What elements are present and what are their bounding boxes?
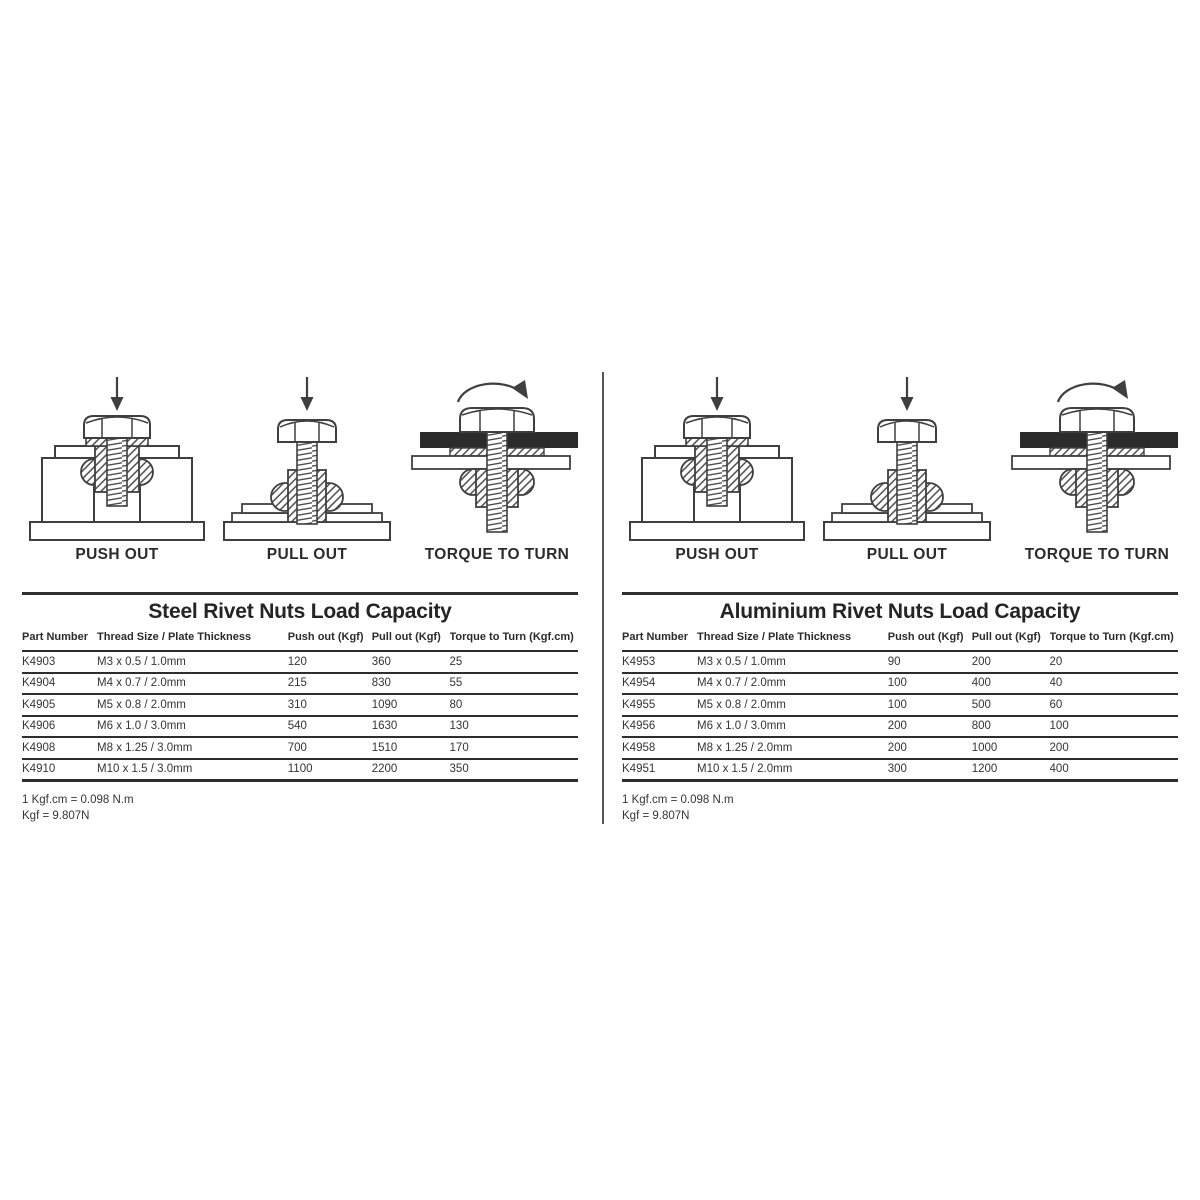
table-cell: 80 — [449, 698, 463, 711]
column-header: Part Number — [22, 631, 89, 643]
table-cell: K4908 — [22, 741, 56, 754]
table-row — [622, 717, 1178, 739]
table-cell: 200 — [971, 655, 991, 668]
table-cell: 200 — [887, 741, 907, 754]
push-out-caption: PUSH OUT — [675, 546, 759, 563]
table-row — [22, 695, 578, 717]
steel-table-body — [22, 652, 578, 782]
torque-to-turn-test-icon — [402, 372, 592, 544]
pull-out-figure — [812, 372, 1002, 592]
table-cell: M6 x 1.0 / 3.0mm — [97, 720, 186, 733]
table-cell: M10 x 1.5 / 3.0mm — [97, 763, 193, 776]
table-row — [622, 695, 1178, 717]
steel-table-header — [22, 631, 578, 652]
column-header: Torque to Turn (Kgf.cm) — [1049, 631, 1174, 643]
pull-out-caption: PULL OUT — [266, 546, 348, 563]
table-cell: K4953 — [622, 655, 656, 668]
column-header: Push out (Kgf) — [287, 631, 364, 643]
push-out-figure — [22, 372, 212, 592]
push-out-caption: PUSH OUT — [75, 546, 159, 563]
table-cell: M4 x 0.7 / 2.0mm — [697, 677, 786, 690]
table-cell: 1090 — [371, 698, 398, 711]
table-cell: 540 — [287, 720, 307, 733]
column-header: Pull out (Kgf) — [371, 631, 441, 643]
table-cell: M5 x 0.8 / 2.0mm — [97, 698, 186, 711]
pull-out-test-icon — [212, 372, 402, 544]
table-cell: 55 — [449, 677, 463, 690]
table-cell: M6 x 1.0 / 3.0mm — [697, 720, 786, 733]
table-cell: K4903 — [22, 655, 56, 668]
table-cell: 1000 — [971, 741, 998, 754]
push-out-test-icon — [622, 372, 812, 544]
table-cell: 2200 — [371, 763, 398, 776]
aluminium-table-header — [622, 631, 1178, 652]
table-cell: K4955 — [622, 698, 656, 711]
table-cell: 310 — [287, 698, 307, 711]
table-cell: 300 — [887, 763, 907, 776]
table-cell: 1100 — [287, 763, 313, 776]
table-cell: 20 — [1049, 655, 1063, 668]
table-cell: 100 — [1049, 720, 1069, 733]
table-cell: 90 — [887, 655, 901, 668]
torque-figure — [402, 372, 592, 592]
table-cell: K4958 — [622, 741, 656, 754]
table-row — [622, 760, 1178, 783]
table-cell: K4951 — [622, 763, 656, 776]
table-row — [22, 717, 578, 739]
table-cell: K4910 — [22, 763, 56, 776]
table-cell: M4 x 0.7 / 2.0mm — [97, 677, 186, 690]
pull-out-test-icon — [812, 372, 1002, 544]
table-cell: 400 — [1049, 763, 1069, 776]
column-header: Part Number — [622, 631, 689, 643]
table-cell: 215 — [287, 677, 307, 690]
table-cell: 40 — [1049, 677, 1063, 690]
torque-caption: TORQUE TO TURN — [424, 546, 570, 563]
table-row — [22, 652, 578, 674]
push-out-figure — [622, 372, 812, 592]
table-cell: 700 — [287, 741, 307, 754]
page-content — [0, 372, 1200, 824]
aluminium-load-capacity-table — [622, 592, 1178, 782]
table-cell: M10 x 1.5 / 2.0mm — [697, 763, 793, 776]
table-cell: M3 x 0.5 / 1.0mm — [697, 655, 786, 668]
table-cell: 1630 — [371, 720, 398, 733]
table-row — [22, 760, 578, 783]
table-cell: M8 x 1.25 / 2.0mm — [697, 741, 793, 754]
column-header: Push out (Kgf) — [887, 631, 964, 643]
column-header: Torque to Turn (Kgf.cm) — [449, 631, 574, 643]
table-cell: 100 — [887, 677, 907, 690]
torque-caption: TORQUE TO TURN — [1024, 546, 1170, 563]
table-cell: 350 — [449, 763, 469, 776]
steel-footnotes — [22, 792, 600, 824]
table-row — [22, 738, 578, 760]
aluminium-section — [600, 372, 1200, 824]
footnote-line: 1 Kgf.cm = 0.098 N.m — [22, 794, 134, 806]
table-cell: M5 x 0.8 / 2.0mm — [697, 698, 786, 711]
torque-figure — [1002, 372, 1192, 592]
pull-out-caption: PULL OUT — [866, 546, 948, 563]
aluminium-table-title: Aluminium Rivet Nuts Load Capacity — [719, 600, 1081, 623]
table-cell: 170 — [449, 741, 469, 754]
column-header: Thread Size / Plate Thickness — [97, 631, 252, 643]
column-header: Pull out (Kgf) — [971, 631, 1041, 643]
steel-section — [0, 372, 600, 824]
steel-table-title: Steel Rivet Nuts Load Capacity — [148, 600, 452, 623]
table-row — [622, 738, 1178, 760]
torque-to-turn-test-icon — [1002, 372, 1192, 544]
table-cell: K4956 — [622, 720, 656, 733]
aluminium-table-body — [622, 652, 1178, 782]
table-cell: 200 — [887, 720, 907, 733]
table-cell: 1200 — [971, 763, 998, 776]
table-cell: 200 — [1049, 741, 1069, 754]
table-cell: 400 — [971, 677, 991, 690]
table-row — [622, 652, 1178, 674]
table-cell: 1510 — [371, 741, 398, 754]
table-cell: K4904 — [22, 677, 56, 690]
table-row — [22, 674, 578, 696]
push-out-test-icon — [22, 372, 212, 544]
table-cell: K4906 — [22, 720, 56, 733]
aluminium-footnotes — [622, 792, 1200, 824]
table-cell: 120 — [287, 655, 307, 668]
table-cell: 830 — [371, 677, 391, 690]
table-cell: M3 x 0.5 / 1.0mm — [97, 655, 186, 668]
column-header: Thread Size / Plate Thickness — [697, 631, 852, 643]
pull-out-figure — [212, 372, 402, 592]
aluminium-diagram-row — [600, 372, 1200, 592]
table-cell: 800 — [971, 720, 991, 733]
table-cell: K4905 — [22, 698, 56, 711]
footnote-line: 1 Kgf.cm = 0.098 N.m — [622, 794, 734, 806]
table-cell: 130 — [449, 720, 469, 733]
table-cell: 60 — [1049, 698, 1063, 711]
steel-load-capacity-table — [22, 592, 578, 782]
table-cell: 360 — [371, 655, 391, 668]
table-cell: 100 — [887, 698, 907, 711]
table-row — [622, 674, 1178, 696]
table-cell: 500 — [971, 698, 991, 711]
footnote-line: Kgf = 9.807N — [22, 810, 90, 822]
footnote-line: Kgf = 9.807N — [622, 810, 690, 822]
table-cell: 25 — [449, 655, 463, 668]
steel-diagram-row — [0, 372, 600, 592]
table-cell: M8 x 1.25 / 3.0mm — [97, 741, 193, 754]
table-cell: K4954 — [622, 677, 656, 690]
